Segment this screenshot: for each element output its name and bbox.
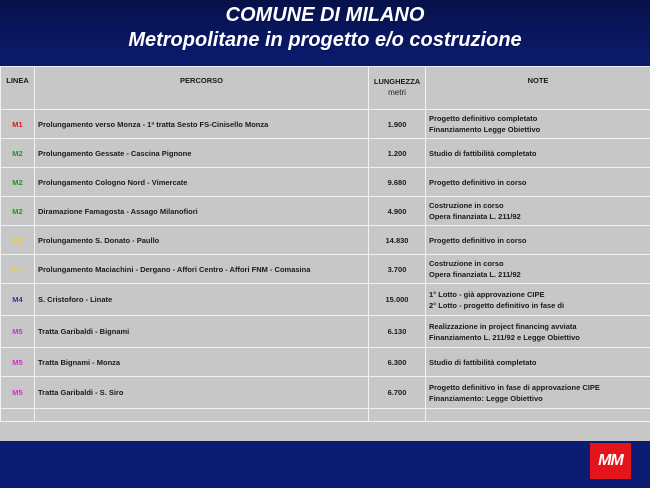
route: Prolungamento Maciachini - Dergano - Affori Centro - Affori FNM - Comasina	[35, 255, 369, 284]
note-line-2: Opera finanziata L. 211/92	[429, 270, 521, 279]
line-code: M5	[1, 316, 35, 348]
notes	[426, 284, 650, 316]
header-lunghezza-label: LUNGHEZZA	[373, 77, 421, 86]
note-line-1: Realizzazione in project financing avviata	[429, 321, 577, 331]
empty-cell	[426, 409, 650, 422]
empty-cell	[35, 409, 369, 422]
empty-cell	[1, 409, 35, 422]
note-line-1: Progetto definitivo in fase di approvazione CIPE	[429, 382, 600, 392]
table-row	[1, 377, 650, 409]
route: Tratta Garibaldi - Bignami	[35, 316, 369, 348]
length-meters: 1.900	[369, 110, 426, 139]
route: Prolungamento verso Monza - 1ª tratta Sesto FS-Cinisello Monza	[35, 110, 369, 139]
line-code: M1	[1, 110, 35, 139]
notes	[426, 168, 650, 197]
note-line-2: Finanziamento L. 211/92 e Legge Obiettivo	[429, 332, 580, 342]
length-meters: 1.200	[369, 139, 426, 168]
note-line-1: 1° Lotto - già approvazione CIPE	[429, 289, 545, 299]
table-row	[1, 110, 650, 139]
header-linea: LINEA	[1, 67, 35, 110]
table-header-row	[1, 67, 650, 110]
note-line-1: Progetto definitivo completato	[429, 114, 538, 123]
notes	[426, 377, 650, 409]
header-percorso: PERCORSO	[35, 67, 369, 110]
line-code: M2	[1, 197, 35, 226]
route: S. Cristoforo - Linate	[35, 284, 369, 316]
route: Tratta Garibaldi - S. Siro	[35, 377, 369, 409]
note-line-1: Progetto definitivo in corso	[429, 235, 527, 245]
route: Diramazione Famagosta - Assago Milanofiori	[35, 197, 369, 226]
note-line-2: Finanziamento Legge Obiettivo	[429, 125, 541, 134]
notes	[426, 316, 650, 348]
table-row	[1, 316, 650, 348]
length-meters: 6.300	[369, 348, 426, 377]
notes	[426, 110, 650, 139]
notes	[426, 255, 650, 284]
note-line-1: Costruzione in corso	[429, 259, 504, 268]
table-row	[1, 284, 650, 316]
note-line-1: Studio di fattibilità completato	[429, 148, 537, 158]
line-code: M5	[1, 348, 35, 377]
page-title: COMUNE DI MILANO	[225, 4, 425, 26]
table-row	[1, 226, 650, 255]
length-meters: 6.130	[369, 316, 426, 348]
table-row	[1, 168, 650, 197]
note-line-2: 2° Lotto - progetto definitivo in fase di	[429, 300, 565, 310]
page-subtitle: Metropolitane in progetto e/o costruzione	[128, 29, 522, 51]
mm-logo: MM	[590, 443, 631, 479]
note-line-1: Studio di fattibilità completato	[429, 357, 537, 367]
table-row	[1, 348, 650, 377]
table-row	[1, 139, 650, 168]
line-code: M2	[1, 168, 35, 197]
note-line-1: Costruzione in corso	[429, 201, 504, 210]
route: Tratta Bignami - Monza	[35, 348, 369, 377]
line-code: M3	[1, 226, 35, 255]
length-meters: 14.830	[369, 226, 426, 255]
table-row	[1, 255, 650, 284]
route: Prolungamento Cologno Nord - Vimercate	[35, 168, 369, 197]
note-line-2: Opera finanziata L. 211/92	[429, 212, 521, 221]
notes	[426, 348, 650, 377]
length-meters: 4.900	[369, 197, 426, 226]
header-lunghezza	[369, 67, 426, 110]
empty-row	[1, 409, 650, 422]
line-code: M4	[1, 284, 35, 316]
length-meters: 9.680	[369, 168, 426, 197]
length-meters: 6.700	[369, 377, 426, 409]
notes	[426, 226, 650, 255]
line-code: M5	[1, 377, 35, 409]
length-meters: 3.700	[369, 255, 426, 284]
notes	[426, 139, 650, 168]
notes	[426, 197, 650, 226]
route: Prolungamento Gessate - Cascina Pignone	[35, 139, 369, 168]
header-lunghezza-unit: metri	[388, 88, 406, 97]
note-line-1: Progetto definitivo in corso	[429, 177, 527, 187]
line-code: M3	[1, 255, 35, 284]
line-code: M2	[1, 139, 35, 168]
empty-cell	[369, 409, 426, 422]
route: Prolungamento S. Donato - Paullo	[35, 226, 369, 255]
note-line-2: Finanziamento: Legge Obiettivo	[429, 393, 543, 403]
footer-band	[0, 441, 650, 488]
header-note: NOTE	[426, 67, 650, 110]
length-meters: 15.000	[369, 284, 426, 316]
table-row	[1, 197, 650, 226]
metro-projects-table	[0, 66, 650, 441]
